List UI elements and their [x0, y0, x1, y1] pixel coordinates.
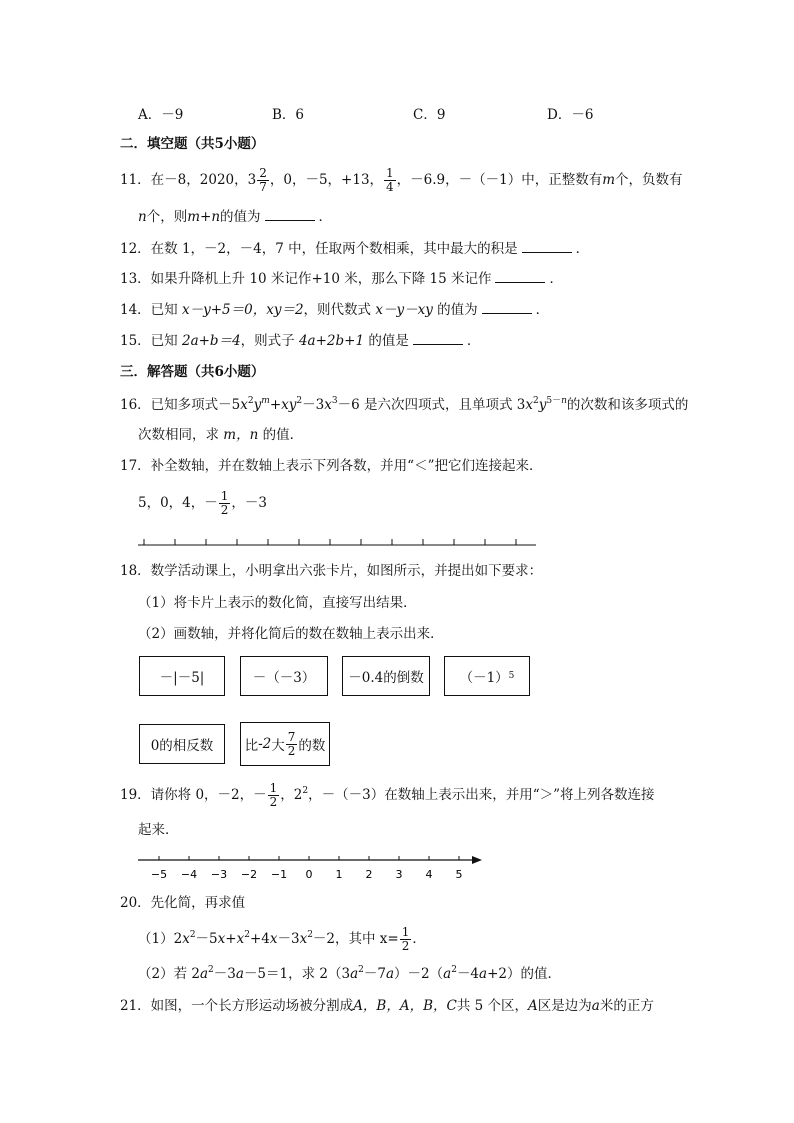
number-line-label: −2 — [240, 868, 258, 881]
number-line-label: −1 — [270, 868, 288, 881]
number-line-label: 1 — [335, 868, 343, 881]
option-d: D．－6 — [547, 107, 594, 123]
question-16-line2: 次数相同，求 m，n 的值． — [138, 427, 304, 443]
card-abs-neg5: －|－5| — [139, 656, 225, 696]
answer-blank — [495, 270, 545, 283]
option-a: A．－9 — [138, 107, 184, 123]
answer-blank — [482, 301, 532, 314]
fraction-2-7: $\frac{2}{7}$ — [259, 166, 267, 194]
question-12: 12．在数 1，－2，－4，7 中，任取两个数相乘，其中最大的积是 ． — [120, 241, 590, 257]
section-heading-fill-blank: 二．填空题（共5小题） — [120, 136, 265, 152]
question-16-line1: 16．已知多项式$-5x^2y^m+xy^2-3x^3-6$ 是六次四项式，且单项式 $3x^2y^{5-n}$的次数和该多项式的 — [120, 396, 689, 413]
question-18-sub1: （1）将卡片上表示的数化简，直接写出结果． — [138, 595, 417, 611]
option-c: C．9 — [413, 107, 446, 123]
question-14: 14．已知 x－y+5＝0，xy＝2，则代数式 x－y－xy 的值为 ． — [120, 302, 550, 318]
number-line-label: 4 — [425, 868, 433, 881]
question-19-line1: 19．请你将 0，－2，－ $\frac{1}{2}$ ，$2^2$，－（－3）在数轴上表示出来，并用“＞”将上列各数连接 — [120, 781, 655, 809]
number-line-label: −3 — [210, 868, 228, 881]
incomplete-number-line — [138, 534, 538, 550]
arrow-right-icon — [472, 856, 482, 864]
question-13: 13．如果升降机上升 10 米记作+10 米，那么下降 15 米记作 ． — [120, 271, 563, 287]
answer-blank — [265, 208, 315, 221]
question-15: 15．已知 2a+b＝4，则式子 4a+2b+1 的值是 ． — [120, 333, 481, 349]
question-21: 21．如图，一个长方形运动场被分割成A，B，A，B，C共 5 个区，A区是边为a米的正方 — [120, 998, 654, 1014]
card-neg-neg3: －（－3） — [240, 656, 328, 696]
number-line-label: 5 — [455, 868, 463, 881]
number-line — [136, 850, 486, 882]
number-line-label: −4 — [180, 868, 198, 881]
number-line-label: 0 — [305, 868, 313, 881]
section-heading-answer: 三．解答题（共6小题） — [120, 364, 265, 380]
number-line-label: 3 — [395, 868, 403, 881]
card-compare: 比 -2 大 $\frac{7}{2}$ 的数 — [240, 722, 330, 766]
question-18-sub2: （2）画数轴，并将化简后的数在数轴上表示出来． — [138, 626, 444, 642]
question-11-line2: n个，则m+n的值为 ． — [138, 209, 333, 225]
option-b: B．6 — [272, 107, 305, 123]
fraction-1-4: $\frac{1}{4}$ — [386, 166, 394, 194]
question-11-line1: 11．在－8，2020，3 $\frac{2}{7}$ ，0，－5，+13， $\frac{1}{4}$ ，－6.9，－（－1）中，正整数有m个，负数有 — [120, 166, 683, 194]
question-17-numbers: 5，0，4，－ $\frac{1}{2}$ ，－3 — [138, 489, 268, 517]
card-opposite-zero: 0的相反数 — [139, 724, 225, 764]
question-20: 20．先化简，再求值 — [120, 895, 246, 911]
number-line-label: −5 — [150, 868, 168, 881]
number-line-label: 2 — [365, 868, 373, 881]
question-20-sub2: （2）若 $2a^2-3a-5=1$，求 $2(3a^2-7a)-2(a^2-4a+2)$的值． — [138, 965, 561, 982]
card-reciprocal: －0.4的倒数 — [342, 656, 430, 696]
card-power: （－1） 5 — [444, 656, 530, 696]
answer-blank — [413, 332, 463, 345]
question-19-line2: 起来． — [138, 822, 179, 838]
question-17: 17．补全数轴，并在数轴上表示下列各数，并用“＜”把它们连接起来． — [120, 458, 543, 474]
question-18: 18．数学活动课上，小明拿出六张卡片，如图所示，并提出如下要求： — [120, 563, 543, 579]
question-20-sub1: $(1)2x^2-5x+x^2+4x-3x^2-2$，其中 x= $\frac{1}{2}$ ． — [138, 925, 426, 953]
answer-blank — [522, 240, 572, 253]
